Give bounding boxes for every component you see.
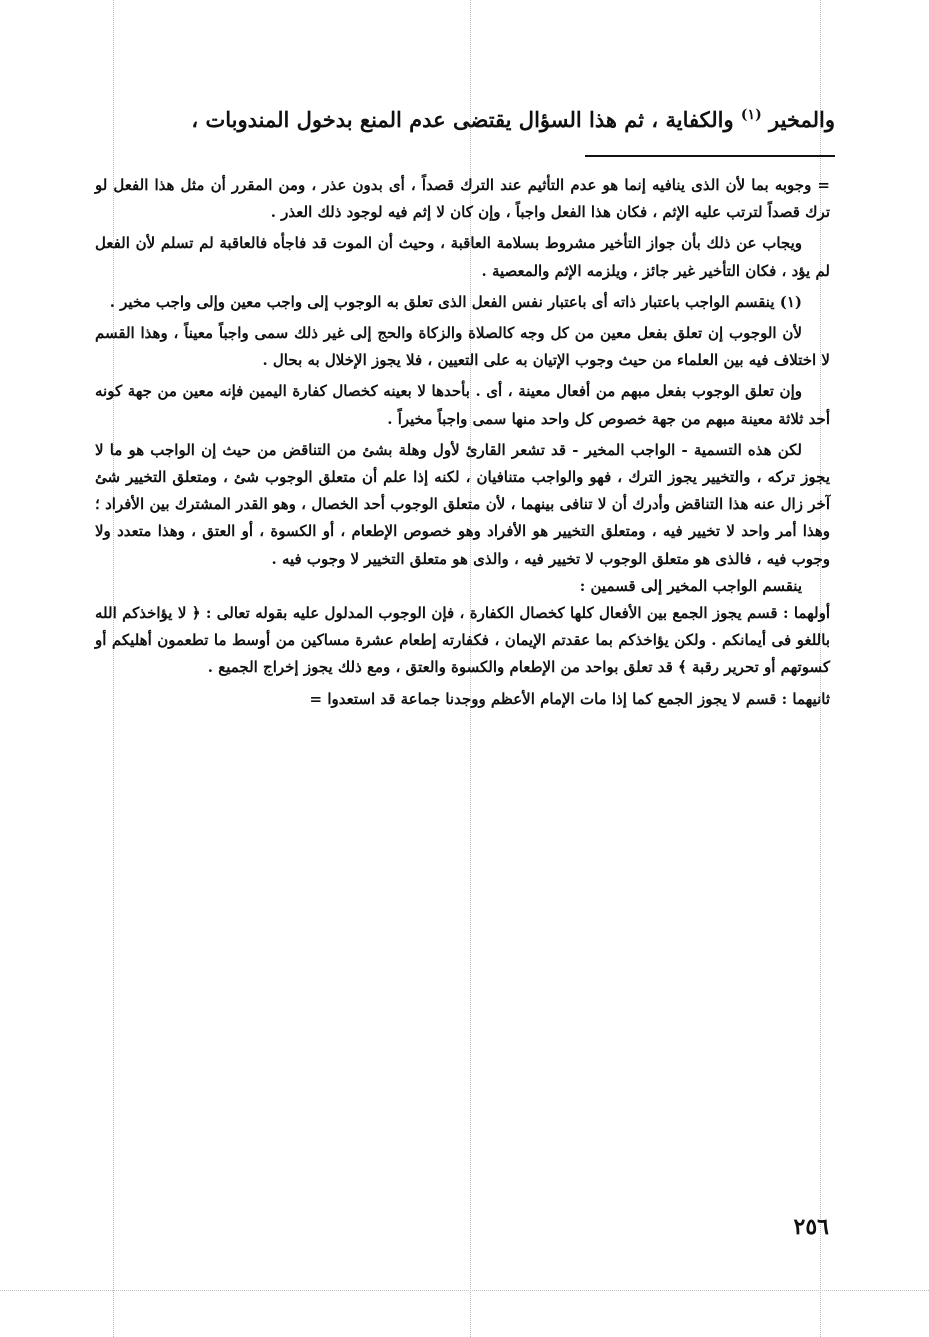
footnote-paragraph: ثانيهما : قسم لا يجوز الجمع كما إذا مات الإمام الأعظم ووجدنا جماعة قد استعدوا = <box>309 689 830 708</box>
footnote-separator <box>585 155 835 157</box>
footnote-paragraph: أولهما : قسم يجوز الجمع بين الأفعال كلها كخصال الكفارة ، فإن الوجوب المدلول عليه بقوله تعالى : ﴿ لا يؤاخذكم الله باللغو فى أيمانكم . ولكن يؤاخذكم بما عقدتم الإيمان ، فكفارته إطعام عشرة مساكين من أوسط ما تطعمون أهليكم أو كسوتهم أو تحرير رقبة ﴾ قد تعلق بواحد من الإطعام والكسوة والعتق ، ومع ذلك يجوز إخراج الجميع . <box>95 604 830 677</box>
footnote-paragraph: ويجاب عن ذلك بأن جواز التأخير مشروط بسلامة العاقبة ، وحيث أن الموت قد فاجأه فالعاقبة لم تسلم لأن الفعل لم يؤد ، فكان التأخير غير جائز ، ويلزمه الإثم والمعصية . <box>95 234 830 280</box>
scan-guide-line <box>0 1290 929 1291</box>
footnote-marker: (١) <box>740 107 762 123</box>
main-text-line <box>100 95 835 140</box>
page-number: ٢٥٦ <box>793 1214 829 1240</box>
main-text-end: والكفاية ، ثم هذا السؤال يقتضى عدم المنع بدخول المندوبات ، <box>191 107 734 132</box>
footnote-paragraph: وإن تعلق الوجوب بفعل مبهم من أفعال معينة ، أى . بأحدها لا بعينه كخصال كفارة اليمين فإنه معين من جهة كونه أحد ثلاثة معينة مبهم من جهة خصوص كل واحد منها سمى واجباً مخيراً . <box>95 382 830 428</box>
footnote-paragraph: ينقسم الواجب المخير إلى قسمين : <box>579 576 802 595</box>
main-text-start: والمخير <box>769 107 835 132</box>
footnote-paragraph: = وجوبه بما لأن الذى ينافيه إنما هو عدم التأثيم عند الترك قصداً ، أى بدون عذر ، ومن المقرر أن مثل هذا الفعل لو ترك قصداً لترتب عليه الإثم ، فكان هذا الفعل واجباً ، وإن كان لا إثم فيه لوجود ذلك العذر . <box>95 176 830 222</box>
footnote-paragraph: (١) ينقسم الواجب باعتبار ذاته أى باعتبار نفس الفعل الذى تعلق به الوجوب إلى واجب معين وإلى واجب مخير . <box>109 292 802 311</box>
footnotes-block <box>95 172 830 713</box>
footnote-paragraph: لكن هذه التسمية - الواجب المخير - قد تشعر القارئ لأول وهلة بشئ من التناقض من حيث إن الواجب هو ما لا يجوز تركه ، والتخيير يجوز الترك ، فهو والواجب متنافيان ، لكنه إذا علم أن متعلق الوجوب شئ ، ومتعلق التخيير شئ آخر زال عنه هذا التناقض وأدرك أن لا تنافى بينهما ، لأن متعلق الوجوب أحد الخصال ، وهو القدر المشترك بين الأفراد ؛ وهذا أمر واحد لا تخيير فيه ، ومتعلق التخيير هو الأفراد وهو خصوص الإطعام ، أو الكسوة ، أو العتق ، وهذا متعدد ولا وجوب فيه ، فالذى هو متعلق الوجوب لا تخيير فيه ، والذى هو متعلق التخيير لا وجوب فيه . <box>95 440 830 568</box>
footnote-paragraph: لأن الوجوب إن تعلق بفعل معين من كل وجه كالصلاة والزكاة والحج إلى غير ذلك سمى واجباً معيناً ، وهذا القسم لا اختلاف فيه بين العلماء من حيث وجوب الإتيان به على التعيين ، فلا يجوز الإخلال به بحال . <box>95 324 830 370</box>
